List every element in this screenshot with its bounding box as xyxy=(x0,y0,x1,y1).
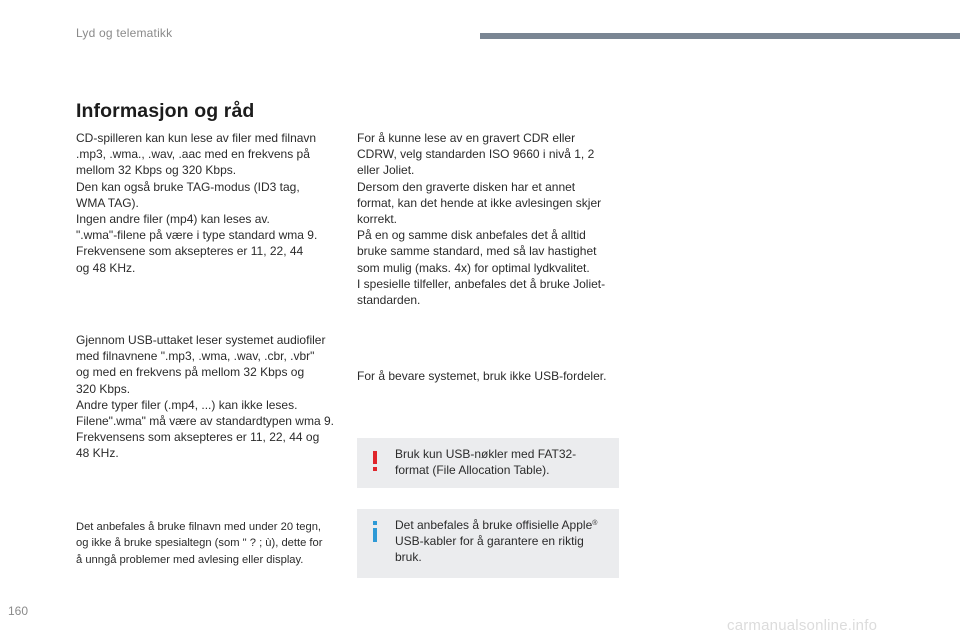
page-title: Informasjon og råd xyxy=(76,100,255,122)
info-text-end: USB-kabler for å garantere en riktig bruk. xyxy=(395,534,584,565)
header-bar xyxy=(480,33,960,39)
usb-hub-paragraph: For å bevare systemet, bruk ikke USB-fordeler. xyxy=(357,369,607,383)
section-label: Lyd og telematikk xyxy=(76,26,173,40)
warning-text: Bruk kun USB-nøkler med FAT32- format (File Allocation Table). xyxy=(395,447,577,478)
filename-advice-paragraph: Det anbefales å bruke filnavn med under 20 tegn, og ikke å bruke spesialtegn (som " ? ; ù), dette for å unngå problemer med avlesing eller display. xyxy=(76,521,323,566)
info-box xyxy=(357,509,619,578)
page-number: 160 xyxy=(8,604,29,618)
cdr-advice-paragraph: For å kunne lese av en gravert CDR eller CDRW, velg standarden ISO 9660 i nivå 1, 2 eller Joliet. Dersom den graverte disken har et annet format, kan det hende at ikke avlesingen skjer korrekt. På en og samme disk anbefales det å alltid bruke samme standard, med så lav hastighet som mulig (maks. 4x) for optimal lydkvalitet. I spesielle tilfeller, anbefales det å bruke Joliet- standarden. xyxy=(357,131,606,308)
warning-box xyxy=(357,438,619,488)
info-icon xyxy=(371,521,379,542)
usb-formats-paragraph: Gjennom USB-uttaket leser systemet audiofiler med filnavnene ".mp3, .wma, .wav, .cbr, .vbr" og med en frekvens på mellom 32 Kbps og 320 Kbps. Andre typer filer (.mp4, ...) kan ikke leses. Filene".wma" må være av standardtypen wma 9. Frekvensens som aksepteres er 11, 22, 44 og 48 KHz. xyxy=(76,333,334,461)
exclamation-icon xyxy=(371,451,379,471)
info-text xyxy=(395,517,605,566)
info-text-start: Det anbefales å bruke offisielle Apple xyxy=(395,518,593,532)
cd-formats-paragraph: CD-spilleren kan kun lese av filer med filnavn .mp3, .wma., .wav, .aac med en frekvens på mellom 32 Kbps og 320 Kbps. Den kan også bruke TAG-modus (ID3 tag, WMA TAG). Ingen andre filer (mp4) kan leses av. ".wma"-filene på være i type standard wma 9. Frekvensene som aksepteres er 11, 22, 44 og 48 KHz. xyxy=(76,131,318,275)
registered-mark: ® xyxy=(592,520,598,527)
watermark: carmanualsonline.info xyxy=(727,617,878,634)
